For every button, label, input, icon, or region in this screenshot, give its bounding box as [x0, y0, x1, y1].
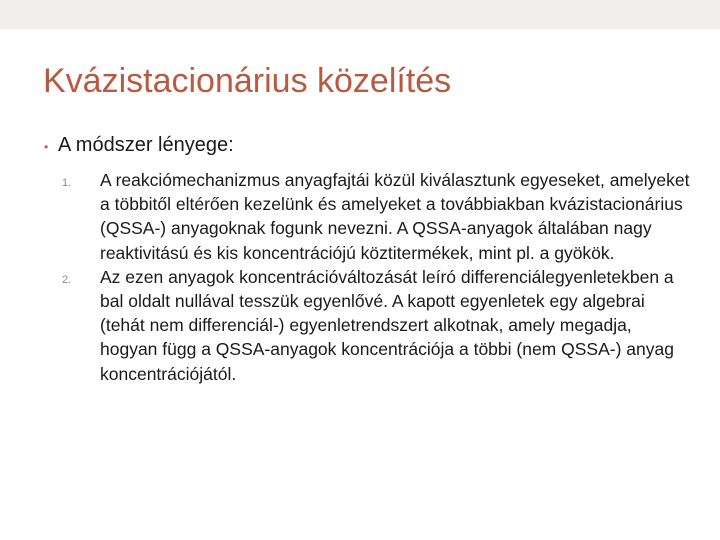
top-band [0, 0, 720, 29]
list-item [62, 265, 694, 386]
list-item-number: 2. [62, 273, 72, 286]
bullet-text: A módszer lényege: [58, 134, 234, 156]
list-item-text: Az ezen anyagok koncentrációváltozását leíró differenciálegyenletekben a bal oldalt nullával tesszük egyenlővé. A kapott egyenletek egy algebrai (tehát nem differenciál-) egyenletrendszert alkotnak, amely megadja, hogyan függ a QSSA-anyagok koncentrációja a többi (nem QSSA-) anyag koncentrációjától. [100, 266, 674, 384]
bullet-point [44, 132, 694, 160]
slide-title: Kvázistacionárius közelítés [43, 62, 452, 100]
list-item [62, 168, 694, 265]
numbered-list [44, 168, 694, 386]
list-item-text: A reakciómechanizmus anyagfajtái közül kiválasztunk egyeseket, amelyeket a többitől eltérően kezelünk és amelyeket a továbbiakban kvázistacionárius (QSSA-) anyagoknak fogunk nevezni. A QSSA-anyagok általában nagy reaktivitású és kis koncentrációjú köztitermékek, mint pl. a gyökök. [100, 170, 690, 263]
slide-content [44, 132, 694, 386]
list-item-number: 1. [62, 177, 72, 189]
bullet-dot-icon: • [44, 140, 49, 154]
